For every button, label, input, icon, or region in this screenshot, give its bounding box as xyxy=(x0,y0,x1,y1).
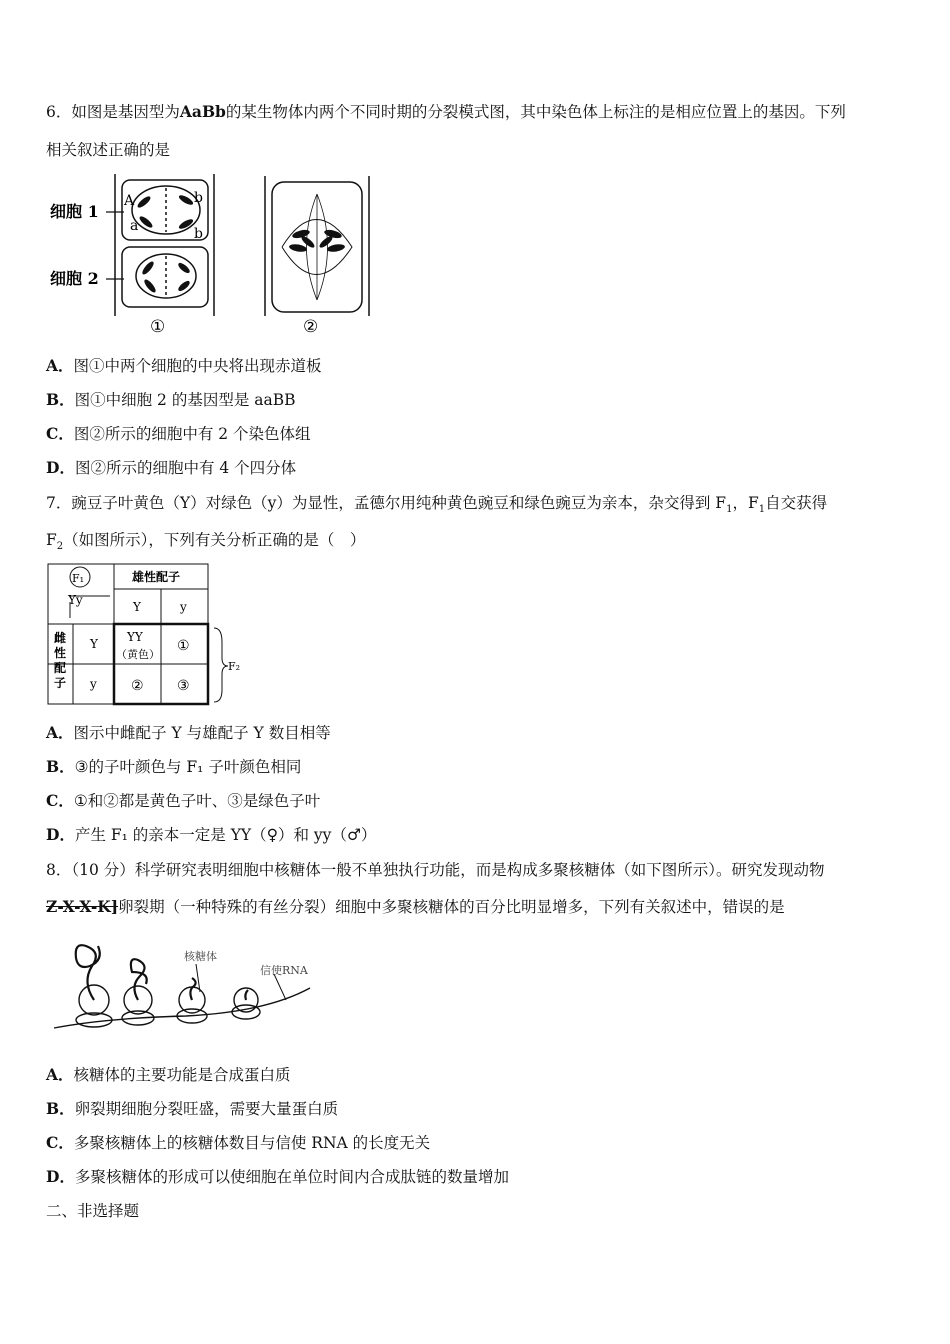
q8-polysome-figure xyxy=(46,932,326,1036)
q6-option-d[interactable]: D．图②所示的细胞中有 4 个四分体 xyxy=(46,458,297,477)
q8-option-c[interactable]: C．多聚核糖体上的核糖体数目与信使 RNA 的长度无关 xyxy=(46,1133,431,1152)
cell-YY-color: （黄色） xyxy=(116,648,160,661)
peptide-chain-1 xyxy=(76,945,100,1000)
col-y: y xyxy=(180,600,187,614)
q6-stem-line1: 6．如图是基因型为AaBb的某生物体内两个不同时期的分裂模式图，其中染色体上标注的是相应位置上的基因。下列 xyxy=(46,102,846,121)
q7-option-a[interactable]: A．图示中雌配子 Y 与雄配子 Y 数目相等 xyxy=(46,723,331,742)
q7-stem-line1: 7．豌豆子叶黄色（Y）对绿色（y）为显性，孟德尔用纯种黄色豌豆和绿色豌豆为亲本，杂交得到 $F_1$，$F_1$自交获得 xyxy=(46,494,828,516)
q6-number: 6． xyxy=(46,103,72,121)
q6-stem-line2: 相关叙述正确的是 xyxy=(46,141,171,159)
cell1-label: 细胞 1 xyxy=(50,202,99,221)
gene-b-top: b xyxy=(194,190,203,206)
col-Y: Y xyxy=(133,600,141,614)
q8-option-b[interactable]: B．卵裂期细胞分裂旺盛，需要大量蛋白质 xyxy=(46,1099,339,1118)
section-title: 二、非选择题 xyxy=(46,1202,140,1220)
f1-label: F₁ xyxy=(72,572,85,585)
gene-A: A xyxy=(124,193,135,209)
yy-label: Yy xyxy=(68,593,83,607)
gene-a: a xyxy=(130,218,139,234)
cell-3: ③ xyxy=(177,678,190,694)
f2-label: F₂ xyxy=(228,660,241,673)
panel-2-label: ② xyxy=(303,317,319,337)
q6-option-b[interactable]: B．图①中细胞 2 的基因型是 aaBB xyxy=(46,390,296,409)
q8-stem-line2: Z-X-X-K]卵裂期（一种特殊的有丝分裂）细胞中多聚核糖体的百分比明显增多，下列有关叙述中，错误的是 xyxy=(46,897,785,916)
peptide-chain-4 xyxy=(245,990,248,1000)
row-Y: Y xyxy=(90,637,98,651)
peptide-chain-2 xyxy=(131,959,147,1000)
q8-watermark-strike: Z-X-X-K] xyxy=(46,897,119,916)
female-gametes-header: 雌性配子 xyxy=(54,631,67,690)
row-y: y xyxy=(90,677,97,691)
peptide-chain-3 xyxy=(190,978,195,1000)
q8-number: 8． xyxy=(46,861,72,879)
q8-option-a[interactable]: A．核糖体的主要功能是合成蛋白质 xyxy=(46,1065,291,1084)
cell-2: ② xyxy=(131,678,144,694)
cell1-chromosomes xyxy=(136,193,194,294)
q7-punnett-table xyxy=(46,562,246,708)
q6-genotype: AaBb xyxy=(179,102,226,121)
ribosome-label: 核糖体 xyxy=(184,950,217,963)
panel-2 xyxy=(265,176,369,316)
male-gametes-header: 雄性配子 xyxy=(132,570,181,584)
cell-YY: YY xyxy=(127,630,143,644)
q8-option-d[interactable]: D．多聚核糖体的形成可以使细胞在单位时间内合成肽链的数量增加 xyxy=(46,1167,509,1186)
mrna-label: 信使RNA xyxy=(260,964,308,977)
q7-option-b[interactable]: B．③的子叶颜色与 F₁ 子叶颜色相同 xyxy=(46,757,302,776)
q7-option-c[interactable]: C．①和②都是黄色子叶、③是绿色子叶 xyxy=(46,791,321,810)
q7-number: 7． xyxy=(46,494,72,512)
q6-option-c[interactable]: C．图②所示的细胞中有 2 个染色体组 xyxy=(46,424,311,443)
cell2-label: 细胞 2 xyxy=(50,269,99,288)
q8-stem-line1: 8．（10 分）科学研究表明细胞中核糖体一般不单独执行功能，而是构成多聚核糖体（如下图所示）。研究发现动物 xyxy=(46,861,825,879)
panel-1-label: ① xyxy=(150,317,166,337)
gene-b-bottom: b xyxy=(194,226,203,242)
q6-option-a[interactable]: A．图①中两个细胞的中央将出现赤道板 xyxy=(46,356,322,375)
q8-score: （10 分） xyxy=(71,861,135,879)
cell-1: ① xyxy=(177,638,190,654)
q7-option-d[interactable]: D．产生 F₁ 的亲本一定是 YY（♀）和 yy（♂） xyxy=(46,825,377,844)
q7-stem-line2: $F_2$（如图所示），下列有关分析正确的是（ ） xyxy=(46,531,366,553)
q6-figure xyxy=(46,172,376,340)
